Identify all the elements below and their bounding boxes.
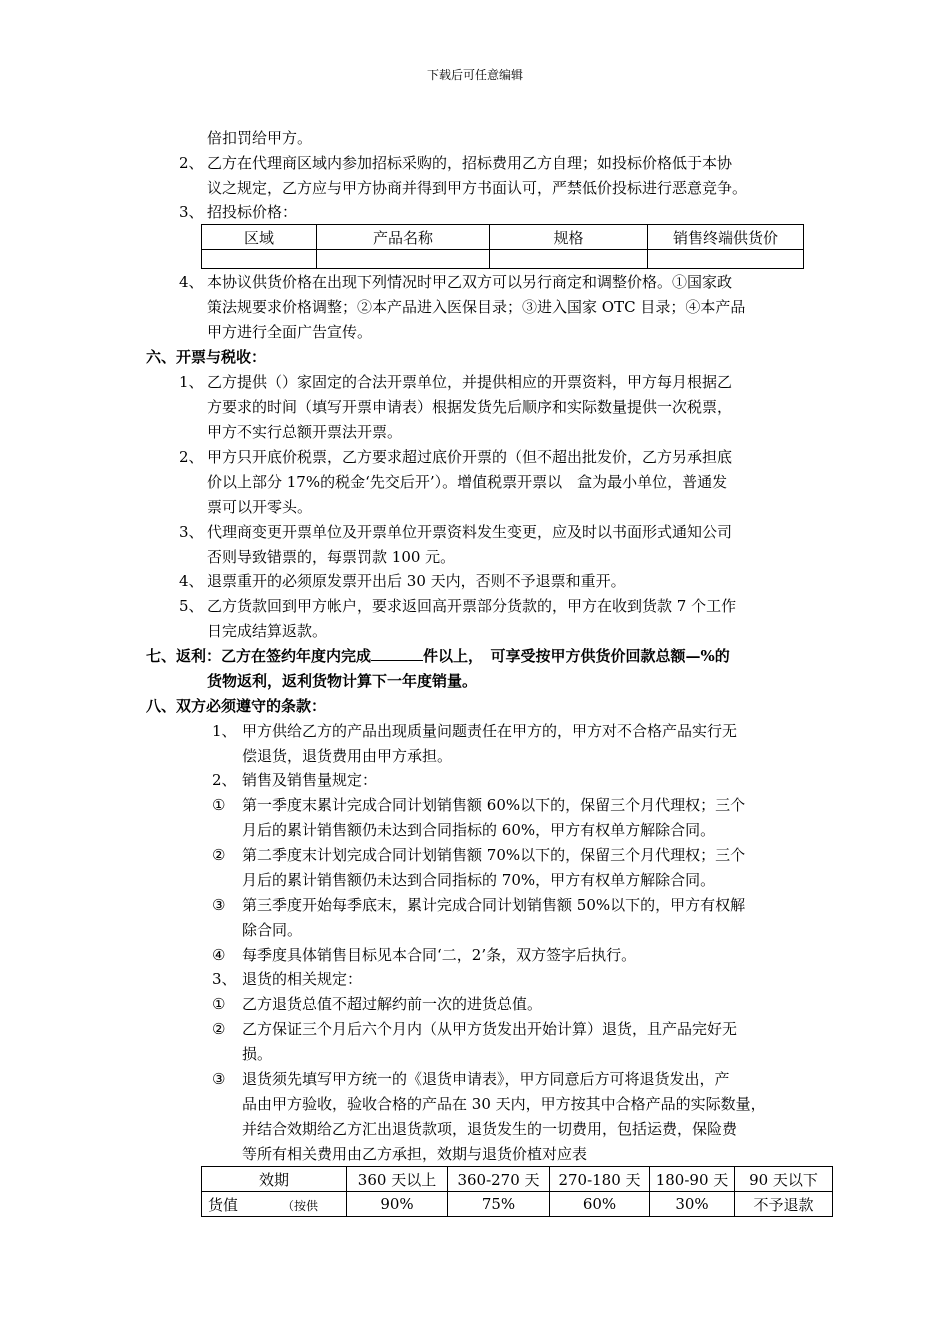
item-marker: ① [212, 995, 226, 1013]
row-label-note: （按供 [282, 1198, 319, 1213]
table-header-cell: 效期 [202, 1167, 347, 1192]
text-line: 倍扣罚给甲方。 [207, 129, 313, 147]
table-cell [490, 250, 648, 269]
item-number: 5、 [179, 597, 204, 615]
text-line: 偿退货，退货费用由甲方承担。 [242, 747, 453, 765]
text-line: 乙方保证三个月后六个月内（从甲方货发出开始计算）退货，且产品完好无 [242, 1020, 738, 1038]
table-header-cell: 规格 [490, 225, 648, 250]
return-value-table [201, 1166, 833, 1217]
table-cell: 不予退款 [735, 1192, 833, 1217]
rebate-quantity-blank [371, 644, 423, 661]
item-marker: ④ [212, 946, 226, 964]
item-marker: ③ [212, 896, 226, 914]
table-header-cell: 360 天以上 [347, 1167, 448, 1192]
item-marker: ① [212, 796, 226, 814]
text-line: 代理商变更开票单位及开票单位开票资料发生变更，应及时以书面形式通知公司 [207, 523, 733, 541]
text-line: 乙方退货总值不超过解约前一次的进货总值。 [242, 995, 543, 1013]
rebate-text-a: 七、返利：乙方在签约年度内完成 [146, 647, 372, 665]
table-header-cell: 270-180 天 [550, 1167, 650, 1192]
rebate-text-b: 件以上， 可享受按甲方供货价回款总额—%的 [423, 647, 730, 665]
row-label-main: 货值 [208, 1195, 239, 1214]
text-line: 议之规定，乙方应与甲方协商并得到甲方书面认可，严禁低价投标进行恶意竞争。 [207, 179, 748, 197]
table-cell: 60% [550, 1192, 650, 1217]
table-cell [317, 250, 490, 269]
section-heading: 八、双方必须遵守的条款： [146, 697, 327, 715]
text-line: 乙方货款回到甲方帐户，要求返回高开票部分货款的，甲方在收到货款 7 个工作 [207, 597, 737, 615]
item-number: 1、 [212, 722, 237, 740]
bid-price-table [201, 224, 804, 269]
item-number: 2、 [212, 771, 237, 789]
item-number: 2、 [179, 448, 204, 466]
item-marker: ② [212, 1020, 226, 1038]
item-number: 2、 [179, 154, 204, 172]
text-line: 退票重开的必须原发票开出后 30 天内，否则不予退票和重开。 [207, 572, 626, 590]
text-line: 第二季度末计划完成合同计划销售额 70%以下的，保留三个月代理权；三个 [242, 846, 746, 864]
text-line: 甲方进行全面广告宣传。 [207, 323, 373, 341]
table-cell [648, 250, 804, 269]
text-line: 第一季度末累计完成合同计划销售额 60%以下的，保留三个月代理权；三个 [242, 796, 746, 814]
text-line: 价以上部分 17%的税金‘先交后开’）。增值税票开票以 盒为最小单位，普通发 [207, 473, 728, 491]
text-line: 乙方提供（）家固定的合法开票单位，并提供相应的开票资料，甲方每月根据乙 [207, 373, 733, 391]
item-number: 3、 [179, 203, 204, 221]
text-line: 等所有相关费用由乙方承担，效期与退货价植对应表 [242, 1145, 588, 1163]
text-line: 品由甲方验收，验收合格的产品在 30 天内，甲方按其中合格产品的实际数量， [242, 1095, 766, 1113]
item-number: 1、 [179, 373, 204, 391]
text-line: 第三季度开始每季底末，累计完成合同计划销售额 50%以下的，甲方有权解 [242, 896, 746, 914]
text-line: 除合同。 [242, 921, 303, 939]
text-line: 月后的累计销售额仍未达到合同指标的 60%，甲方有权单方解除合同。 [242, 821, 716, 839]
text-line: 甲方只开底价税票，乙方要求超过底价开票的（但不超出批发价，乙方另承担底 [207, 448, 733, 466]
text-line: 招投标价格： [207, 203, 298, 221]
text-line: 甲方供给乙方的产品出现质量问题责任在甲方的，甲方对不合格产品实行无 [242, 722, 738, 740]
table-header-cell: 360-270 天 [448, 1167, 550, 1192]
page-header: 下载后可任意编辑 [426, 68, 523, 82]
table-cell [202, 250, 317, 269]
item-marker: ③ [212, 1070, 226, 1088]
table-row-label [202, 1192, 347, 1217]
item-number: 4、 [179, 572, 204, 590]
text-line: 乙方在代理商区域内参加招标采购的，招标费用乙方自理；如投标价格低于本协 [207, 154, 733, 172]
text-line: 退货的相关规定： [242, 970, 363, 988]
text-line: 策法规要求价格调整；②本产品进入医保目录；③进入国家 OTC 目录；④本产品 [207, 298, 746, 316]
table-cell: 90% [347, 1192, 448, 1217]
item-number: 3、 [212, 970, 237, 988]
text-line: 日完成结算返款。 [207, 622, 328, 640]
table-header-cell: 产品名称 [317, 225, 490, 250]
section-heading: 六、开票与税收： [146, 348, 267, 366]
text-line: 每季度具体销售目标见本合同‘二，2’条，双方签字后执行。 [242, 946, 637, 964]
table-cell: 75% [448, 1192, 550, 1217]
text-line: 退货须先填写甲方统一的《退货申请表》，甲方同意后方可将退货发出，产 [242, 1070, 730, 1088]
section-heading [146, 644, 730, 669]
text-line: 月后的累计销售额仍未达到合同指标的 70%，甲方有权单方解除合同。 [242, 871, 716, 889]
text-line: 票可以开零头。 [207, 498, 313, 516]
table-cell: 30% [650, 1192, 735, 1217]
table-header-cell: 180-90 天 [650, 1167, 735, 1192]
text-line: 损。 [242, 1045, 273, 1063]
text-line: 销售及销售量规定： [242, 771, 378, 789]
table-header-cell: 销售终端供货价 [648, 225, 804, 250]
text-line: 并结合效期给乙方汇出退货款项，退货发生的一切费用，包括运费，保险费 [242, 1120, 738, 1138]
item-marker: ② [212, 846, 226, 864]
text-line: 本协议供货价格在出现下列情况时甲乙双方可以另行商定和调整价格。①国家政 [207, 273, 733, 291]
text-line: 方要求的时间（填写开票申请表）根据发货先后顺序和实际数量提供一次税票， [207, 398, 733, 416]
table-header-cell: 区域 [202, 225, 317, 250]
table-header-cell: 90 天以下 [735, 1167, 833, 1192]
item-number: 4、 [179, 273, 204, 291]
text-line: 甲方不实行总额开票法开票。 [207, 423, 403, 441]
text-line: 否则导致错票的，每票罚款 100 元。 [207, 548, 456, 566]
section-heading-cont: 货物返利，返利货物计算下一年度销量。 [207, 672, 478, 690]
item-number: 3、 [179, 523, 204, 541]
